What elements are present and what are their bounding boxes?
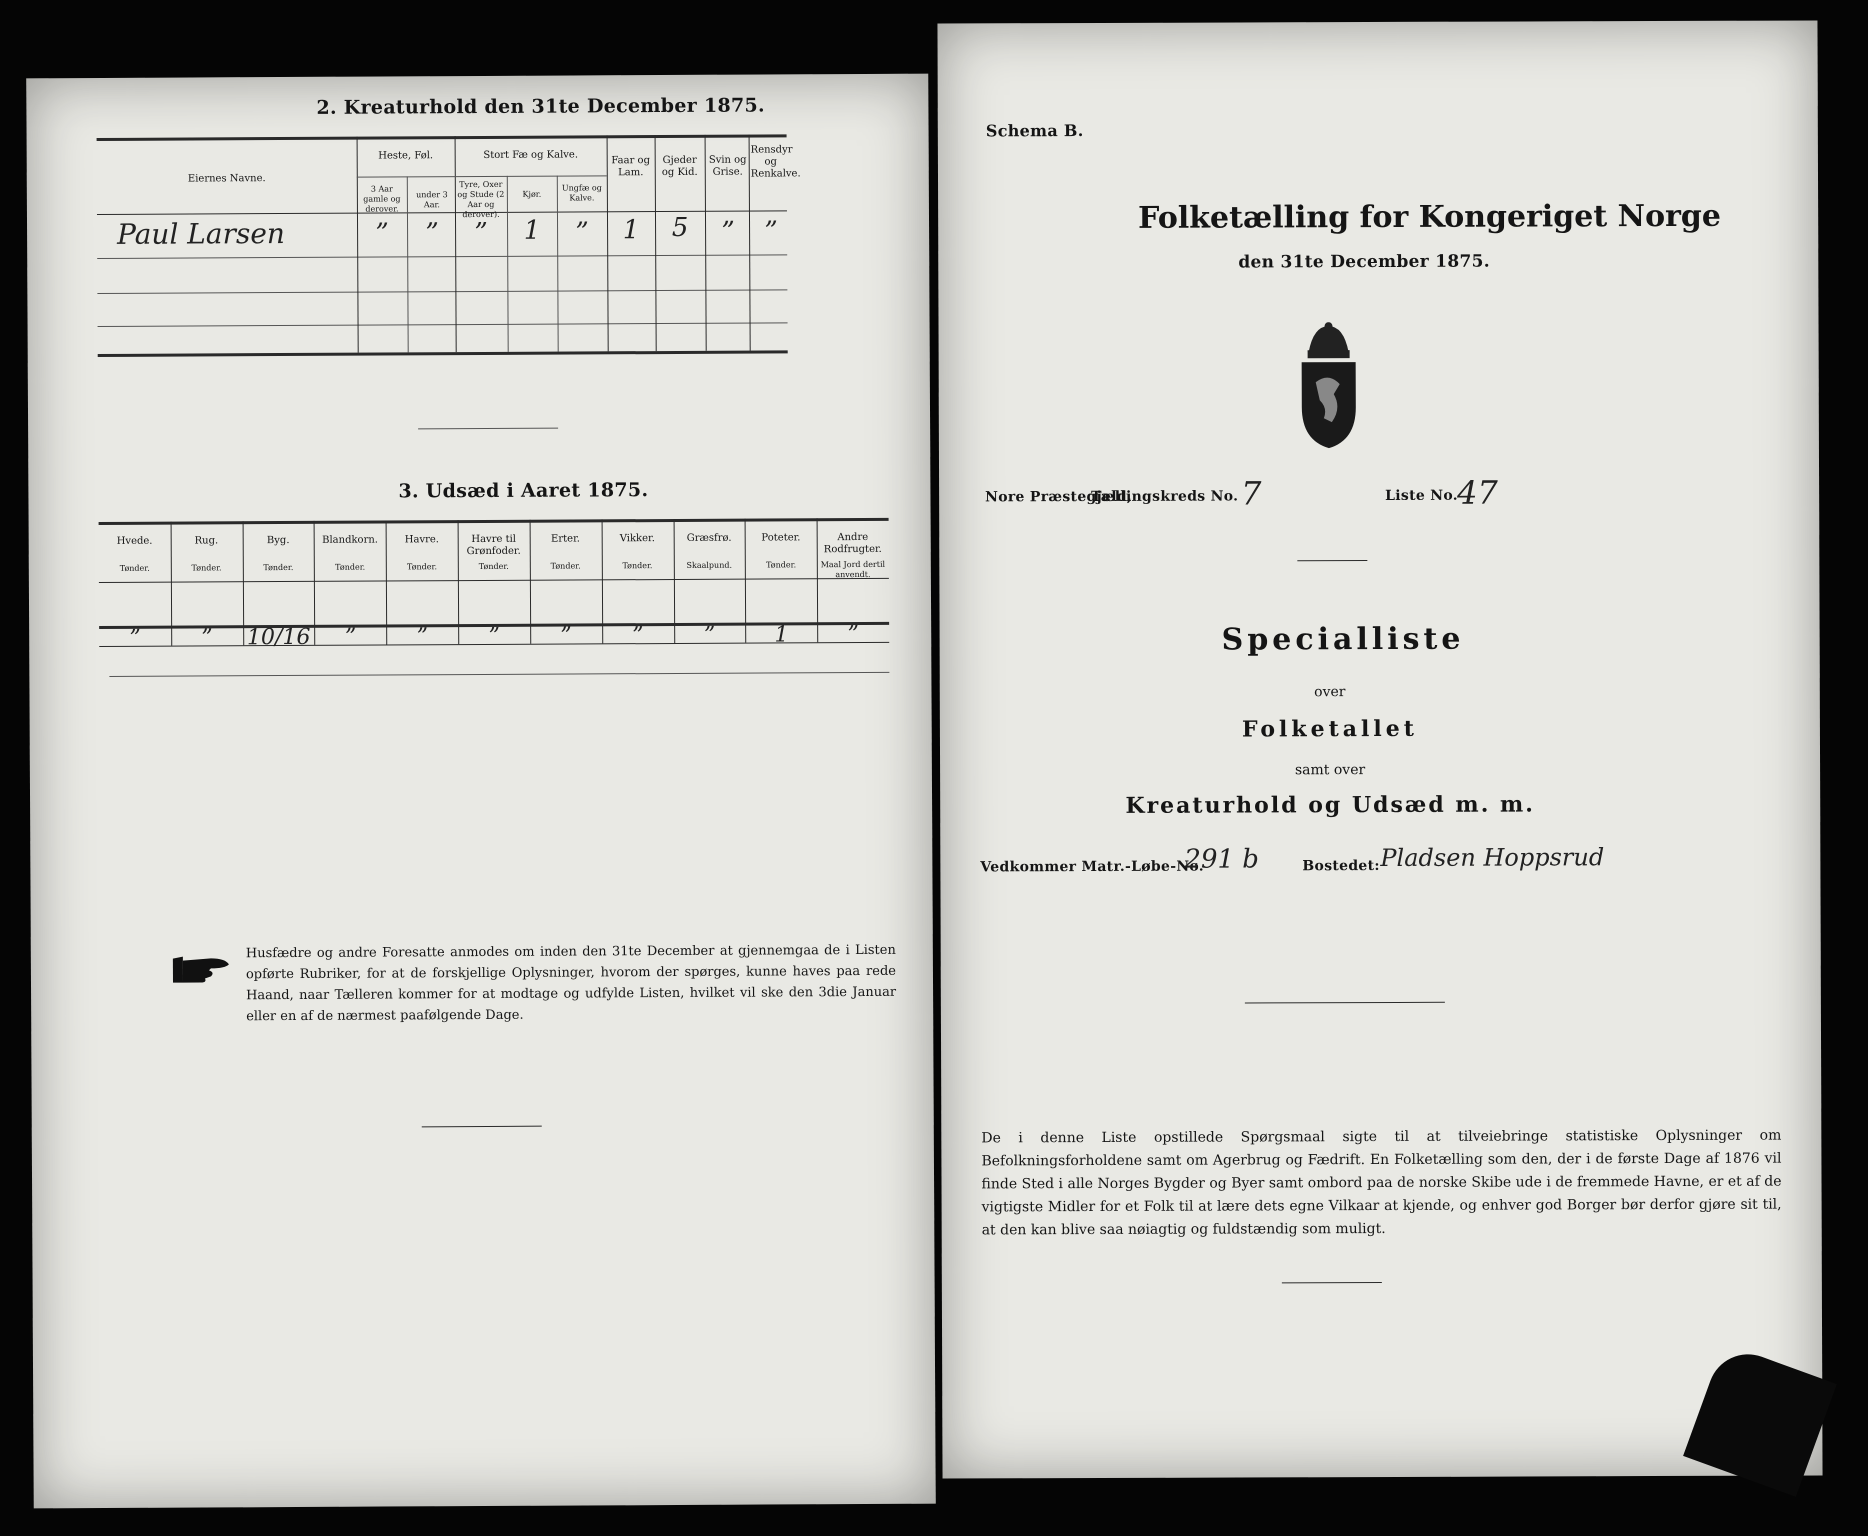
instruction-note: Husfædre og andre Foresatte anmodes om inden den 31te December at gjennemgaa de i Listen opførte Rubriker, for at de forskjellige Oplysninger, hvorom der spørges, kunne haves paa rede Haand, naar Tælleren kommer for at modtage og udfylde Listen, hvilket vil ske den 3die Januar eller en af de nærmest paafølgende Dage. <box>245 942 897 1025</box>
rensdyr-value: ” <box>764 216 778 247</box>
section3-title: 3. Udsæd i Aaret 1875. <box>398 479 649 503</box>
seed-col-unit: Tønder. <box>550 561 581 571</box>
stort-fae-header: Stort Fæ og Kalve. <box>483 149 579 161</box>
census-date: den 31te December 1875. <box>1238 251 1490 273</box>
divider <box>1245 1002 1445 1004</box>
seed-col-value: ” <box>632 623 644 649</box>
seed-col-unit: Tønder. <box>766 560 797 570</box>
over-text: over <box>1314 684 1346 701</box>
seed-col-value: 1 <box>774 622 789 648</box>
table2-col-rule <box>507 176 509 352</box>
tyre-value: ” <box>474 217 488 249</box>
tellingskreds-value: 7 <box>1241 474 1262 513</box>
ungfae-value: ” <box>575 217 589 248</box>
owner-name: Paul Larsen <box>116 217 285 251</box>
right-page <box>937 20 1822 1478</box>
divider <box>422 1126 542 1128</box>
kjor-header: Kjør. <box>522 189 542 199</box>
faar-value: 1 <box>622 215 640 246</box>
seed-col-header: Vikker. <box>619 533 655 545</box>
matr-value: 291 b <box>1184 844 1259 875</box>
seed-col-unit: Skaalpund. <box>686 560 733 570</box>
heste-old-value: ” <box>375 218 389 249</box>
divider <box>1282 1282 1382 1283</box>
bostedet-label: Bostedet: <box>1302 858 1380 875</box>
table2-bottom-rule <box>98 350 788 357</box>
seed-col-value: ” <box>416 624 429 650</box>
seed-col-unit: Maal Jord dertil anvendt. <box>820 559 886 580</box>
table2-top-rule <box>97 134 787 141</box>
bostedet-value: Pladsen Hoppsrud <box>1380 843 1605 872</box>
table3-header-rule <box>99 578 889 583</box>
tyre-header: Tyre, Oxer og Stude (2 Aar og derover). <box>457 179 505 220</box>
seed-col-header: Græsfrø. <box>686 532 732 544</box>
seed-col-unit: Tønder. <box>263 562 294 573</box>
seed-col-header: Byg. <box>266 534 290 547</box>
seed-col-header: Erter. <box>551 533 580 545</box>
seed-col-unit: Tønder. <box>406 562 438 572</box>
liste-value: 47 <box>1457 473 1498 512</box>
folketallet-title: Folketallet <box>1241 715 1418 743</box>
seed-col-unit: Tønder. <box>478 561 509 572</box>
seed-col-header: Hvede. <box>116 535 153 547</box>
tellingskreds-label: Tællingskreds No. <box>1091 488 1239 506</box>
heste-old-header: 3 Aar gamle og derover. <box>363 184 401 214</box>
gjeder-value: 5 <box>671 212 689 243</box>
seed-col-header: Poteter. <box>761 532 801 544</box>
liste-label: Liste No. <box>1385 487 1458 504</box>
census-title: Folketælling for Kongeriget Norge <box>1138 198 1722 236</box>
svin-header: Svin og Grise. <box>708 154 747 178</box>
kjor-value: 1 <box>523 215 541 246</box>
table2-row-rule <box>97 289 787 294</box>
norway-coat-of-arms <box>1294 322 1364 456</box>
seed-col-unit: Tønder. <box>335 562 366 572</box>
seed-col-value: ” <box>201 625 213 651</box>
table2-row-rule <box>98 322 788 327</box>
divider <box>418 428 558 430</box>
divider <box>1297 560 1367 561</box>
heste-header: Heste, Føl. <box>378 150 434 162</box>
purpose-paragraph: De i denne Liste opstillede Spørgsmaal sigte til at tilveiebringe statistiske Oplysninger om Befolkningsforholdene samt om Agerbrug og Fædrift. En Folketælling som den, der i de første Dage af 1876 vil finde Sted i alle Norges Bygder og Byer samt ombord paa de norske Skibe ude i de fremmede Havne, er et af de vigtigste Midler for et Folk til at lære dets egne Vilkaar at kjende, og enhver god Borger bør derfor gjøre sit til, at den kan blive saa nøiagtig og fuldstændig som muligt. <box>981 1127 1782 1239</box>
owner-header: Eiernes Navne. <box>187 173 266 185</box>
gjeder-header: Gjeder og Kid. <box>661 154 698 179</box>
seed-col-header: Blandkorn. <box>322 534 378 546</box>
faar-header: Faar og Lam. <box>611 155 651 179</box>
pointing-hand-icon <box>171 952 231 990</box>
seed-col-value: ” <box>488 623 500 649</box>
svin-value: ” <box>721 216 735 247</box>
samt-over-text: samt over <box>1294 762 1366 779</box>
seed-col-header: Havre til Grønfoder. <box>466 533 521 558</box>
seed-col-header: Havre. <box>404 534 439 546</box>
seed-col-header: Andre Rodfrugter. <box>823 531 882 556</box>
table2-row-rule <box>97 254 787 259</box>
table2-subheader-rule <box>357 175 607 177</box>
left-page <box>26 74 935 1509</box>
schema-label: Schema B. <box>985 121 1084 141</box>
rensdyr-header: Rensdyr og Renkalve. <box>750 144 801 180</box>
heste-young-value: ” <box>425 218 439 249</box>
seed-col-value: 10/16 <box>246 624 311 651</box>
table3-extra-rule <box>109 672 889 677</box>
seed-col-header: Rug. <box>194 535 219 547</box>
matr-label: Vedkommer Matr.-Løbe-No. <box>980 858 1204 876</box>
table3-top-rule <box>99 518 889 525</box>
seed-col-value: ” <box>129 625 141 651</box>
heste-young-header: under 3 Aar. <box>416 190 448 210</box>
section2-title: 2. Kreaturhold den 31te December 1875. <box>316 94 766 119</box>
ungfae-header: Ungfæ og Kalve. <box>561 183 602 203</box>
seed-col-unit: Tønder. <box>119 563 150 573</box>
seed-col-unit: Tønder. <box>191 563 222 573</box>
seed-col-value: ” <box>703 622 716 648</box>
seed-col-unit: Tønder. <box>622 561 653 571</box>
seed-col-value: ” <box>560 623 572 649</box>
kreaturhold-title: Kreaturhold og Udsæd m. m. <box>1125 791 1535 819</box>
specialliste-title: Specialliste <box>1221 621 1465 658</box>
prestegjeld-label: Nore Præstegjeld, <box>985 488 1133 506</box>
seed-col-value: ” <box>344 624 357 650</box>
seed-col-value: ” <box>847 622 859 648</box>
